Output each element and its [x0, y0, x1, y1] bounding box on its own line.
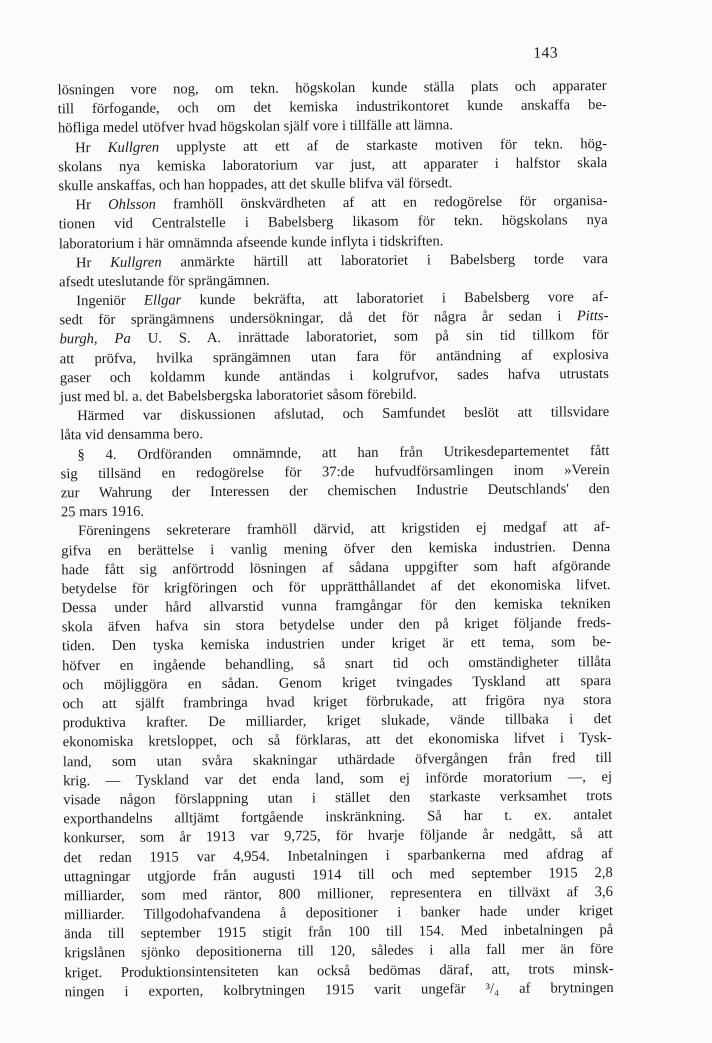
line-text: upplyste att ett af de starkaste motiven för tekn. hög-: [159, 135, 608, 156]
line-text: och att själft frambringa hvad kriget förbrukade, att frigöra nya stora: [62, 691, 612, 713]
line-text: betydelse för krigföringen och för upprätthållandet af det ekonomiska lifvet.: [61, 576, 611, 598]
line-text: till förfogande, och om det kemiska industrikontoret kunde anskaffa be-: [57, 97, 607, 118]
honorific: Hr: [75, 139, 108, 156]
line-text: zur Wahrung der Interessen der chemischen Industrie Deutschlands' den: [60, 480, 610, 502]
line-text: laboratorium i här omnämnda afseende kunde inflyta i tidskriften.: [58, 232, 444, 252]
line-text: produktiva krafter. De milliarder, kriget slukade, vände tillbaka i det: [62, 711, 612, 732]
line-text: framhöll önskvärdheten af att en redogörelse för organisa-: [155, 193, 608, 213]
line-text: och möjliggöra en sådan. Genom kriget tvingades Tyskland att spara: [62, 672, 612, 694]
line-text: ända till september 1915 stigit från 100 till 154. Med inbetalningen på: [64, 922, 614, 943]
line-text: hade fått sig anförtrodd lösningen af sådana uppgifter som haft afgörande: [61, 557, 611, 579]
line-text: milliarder. Tillgodohafvandena å depositioner i banker hade under kriget: [64, 903, 614, 924]
line-text: gaser och koldamm kunde antändas i kolgrufvor, sades hafva utrustats: [59, 365, 609, 387]
line-text: uttagningar utgjorde från augusti 1914 till och med september 1915 2,8: [63, 864, 613, 885]
honorific: Hr: [75, 197, 109, 214]
line-text: ekonomiska kretsloppet, och så förklaras, att det ekonomiska lifvet i Tysk-: [62, 730, 612, 751]
line-text: tiden. Den tyska kemiska industrien under kriget är ett tema, som be-: [61, 634, 612, 655]
italic-text: burgh, Pa: [59, 331, 131, 348]
line-text: afsedt uteslutande för sprängämnen.: [59, 272, 270, 291]
italic-text: Ellgar: [143, 292, 182, 309]
body-text: [58, 77, 614, 1002]
line-text: anmärkte härtill att laboratoriet i Babelsberg torde vara: [161, 250, 609, 271]
line-text: § 4. Ordföranden omnämnde, att han från Utrikesdepartementet fått: [77, 442, 610, 463]
line-text: höfver en ingående behandling, så snart tid och omständigheter tillåta: [62, 653, 612, 674]
line-text: Härmed var diskussionen afslutad, och Samfundet beslöt att tillsvidare: [77, 404, 610, 425]
line-text: gifva en berättelse i vanlig mening öfver den kemiska industrien. Denna: [61, 538, 611, 559]
speaker-name: Kullgren: [107, 139, 160, 156]
line-text: exporthandelns alltjämt fortgående inskränkning. Så har t. ex. antalet: [63, 807, 613, 828]
line-text: tionen vid Centralstelle i Babelsberg likasom för tekn. högskolans nya: [58, 212, 608, 233]
line-text: Ingeniör: [76, 292, 145, 310]
line-text: just med bl. a. det Babelsbergska laboratoriet såsom förebild.: [59, 386, 417, 406]
line-text: milliarder, som med räntor, 800 millioner, representera en tillväxt af 3,6: [63, 883, 613, 905]
line-text: visade någon förslappning utan i stället den starkaste verksamhet trots: [63, 787, 613, 809]
line-text: U. S. A. inrättade laboratoriet, som på sin tid tillkom för: [130, 327, 609, 348]
line-text: skulle anskaffas, och han hoppades, att det skulle blifva väl försedt.: [58, 175, 453, 195]
speaker-name: Ohlsson: [108, 196, 157, 214]
line-text: lösningen vore nog, om tekn. högskolan kunde ställa plats och apparater: [57, 78, 607, 99]
line-text: sig tillsänd en redogörelse för 37:de hufvudförsamlingen inom »Verein: [60, 461, 610, 483]
speaker-name: Kullgren: [110, 254, 162, 271]
line-text: skola äfven hafva sin stora betydelse under den på kriget följande freds-: [61, 615, 611, 636]
line-text: krig. — Tyskland var det enda land, som ej införde moratorium —, ej: [62, 768, 613, 790]
line-text: konkurser, som år 1913 var 9,725, för hvarje följande år nedgått, så att: [63, 826, 613, 847]
page-number: 143: [533, 44, 559, 62]
line-text: kunde bekräfta, att laboratoriet i Babelsberg vore af-: [181, 289, 609, 309]
text-line: [65, 979, 614, 1002]
line-text: ningen i exporten, kolbrytningen 1915 varit ungefär ³/₄ af brytningen: [64, 979, 614, 1001]
line-text: det redan 1915 var 4,954. Inbetalningen i sparbankerna med afdrag af: [63, 845, 613, 866]
line-text: Dessa under hård allvarstid vunna framgångar för den kemiska tekniken: [61, 596, 611, 617]
italic-text: Pitts-: [576, 308, 609, 325]
line-text: Föreningens sekreterare framhöll därvid, att krigstiden ej medgaf att af-: [78, 519, 611, 540]
line-text: låta vid densamma bero.: [60, 426, 204, 444]
line-text: att pröfva, hvilka sprängämnen utan fara för antändning af explosiva: [59, 346, 609, 367]
honorific: Hr: [75, 254, 111, 271]
line-text: höfliga medel utöfver hvad högskolan själf vore i tillfälle att lämna.: [57, 117, 454, 137]
line-text: sedt för sprängämnens undersökningar, då det för några år sedan i: [59, 308, 577, 329]
line-text: kriget. Produktionsintensiteten kan också bedömas däraf, att, trots minsk-: [64, 960, 614, 981]
line-text: land, som utan svåra skakningar uthärdade öfvergången från fred till: [62, 749, 612, 770]
line-text: krigslånen sjönko depositionerna till 120, således i alla fall mer än före: [64, 941, 614, 962]
line-text: 25 mars 1916.: [60, 503, 145, 521]
line-text: skolans nya kemiska laboratorium var just, att apparater i halfstor skala: [58, 154, 608, 176]
